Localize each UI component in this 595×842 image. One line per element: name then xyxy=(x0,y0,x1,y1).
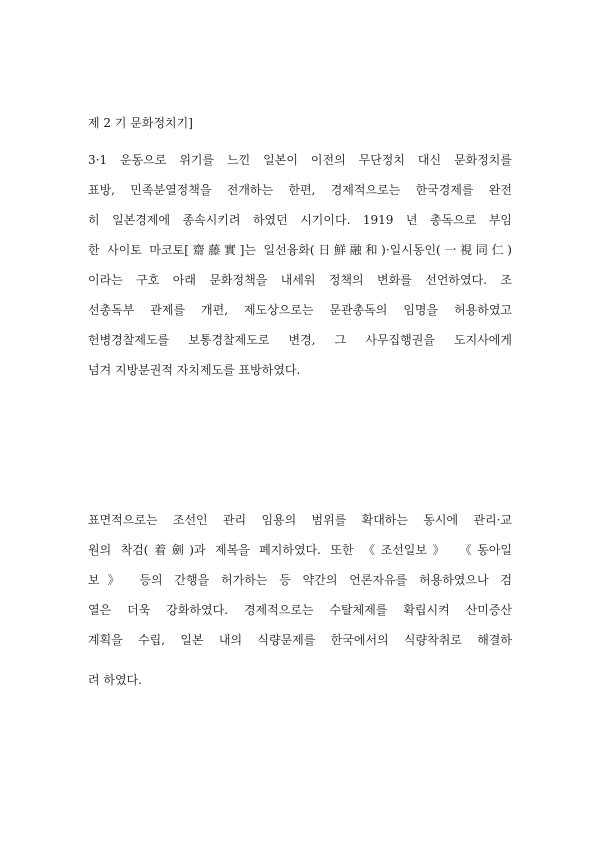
paragraph-1-line-1: 3·1 운동으로 위기를 느낀 일본이 이전의 무단정치 대신 문화정치를 xyxy=(88,153,512,167)
paragraph-2-line-6: 려 하였다. xyxy=(88,673,142,687)
paragraph-1-line-4: 한 사이토 마코토[齋藤實]는 일선융화(日鮮融和)·일시동인(一視同仁) xyxy=(88,243,512,257)
paragraph-2-line-3: 보》 등의 간행을 허가하는 등 약간의 언론자유를 허용하였으나 검 xyxy=(88,573,512,587)
paragraph-1-line-8: 넘겨 지방분권적 자치제도를 표방하였다. xyxy=(88,363,301,377)
paragraph-1-line-7: 헌병경찰제도를 보통경찰제도로 변경, 그 사무집행권을 도지사에게 xyxy=(88,333,512,347)
paragraph-2-line-1: 표면적으로는 조선인 관리 임용의 범위를 확대하는 동시에 관리·교 xyxy=(88,513,512,527)
paragraph-2-line-5: 계획을 수립, 일본 내의 식량문제를 한국에서의 식량착취로 해결하 xyxy=(88,633,512,647)
paragraph-2-line-4: 열은 더욱 강화하였다. 경제적으로는 수탈체제를 확립시켜 산미증산 xyxy=(88,603,512,617)
paragraph-1-line-2: 표방, 민족분열정책을 전개하는 한편, 경제적으로는 한국경제를 완전 xyxy=(88,183,512,197)
paragraph-1-line-6: 선총독부 관제를 개편, 제도상으로는 문관총독의 임명을 허용하였고 xyxy=(88,303,512,317)
paragraph-2-line-2: 원의 착검(着劍)과 제복을 폐지하였다. 또한 《조선일보》 《동아일 xyxy=(88,543,512,557)
paragraph-1-line-5: 이라는 구호 아래 문화정책을 내세워 정책의 변화를 선언하였다. 조 xyxy=(88,273,512,287)
section-heading: 제 2 기 문화정치기] xyxy=(88,116,193,130)
paragraph-1-line-3: 히 일본경제에 종속시키려 하였던 시기이다. 1919 년 총독으로 부임 xyxy=(88,213,512,227)
